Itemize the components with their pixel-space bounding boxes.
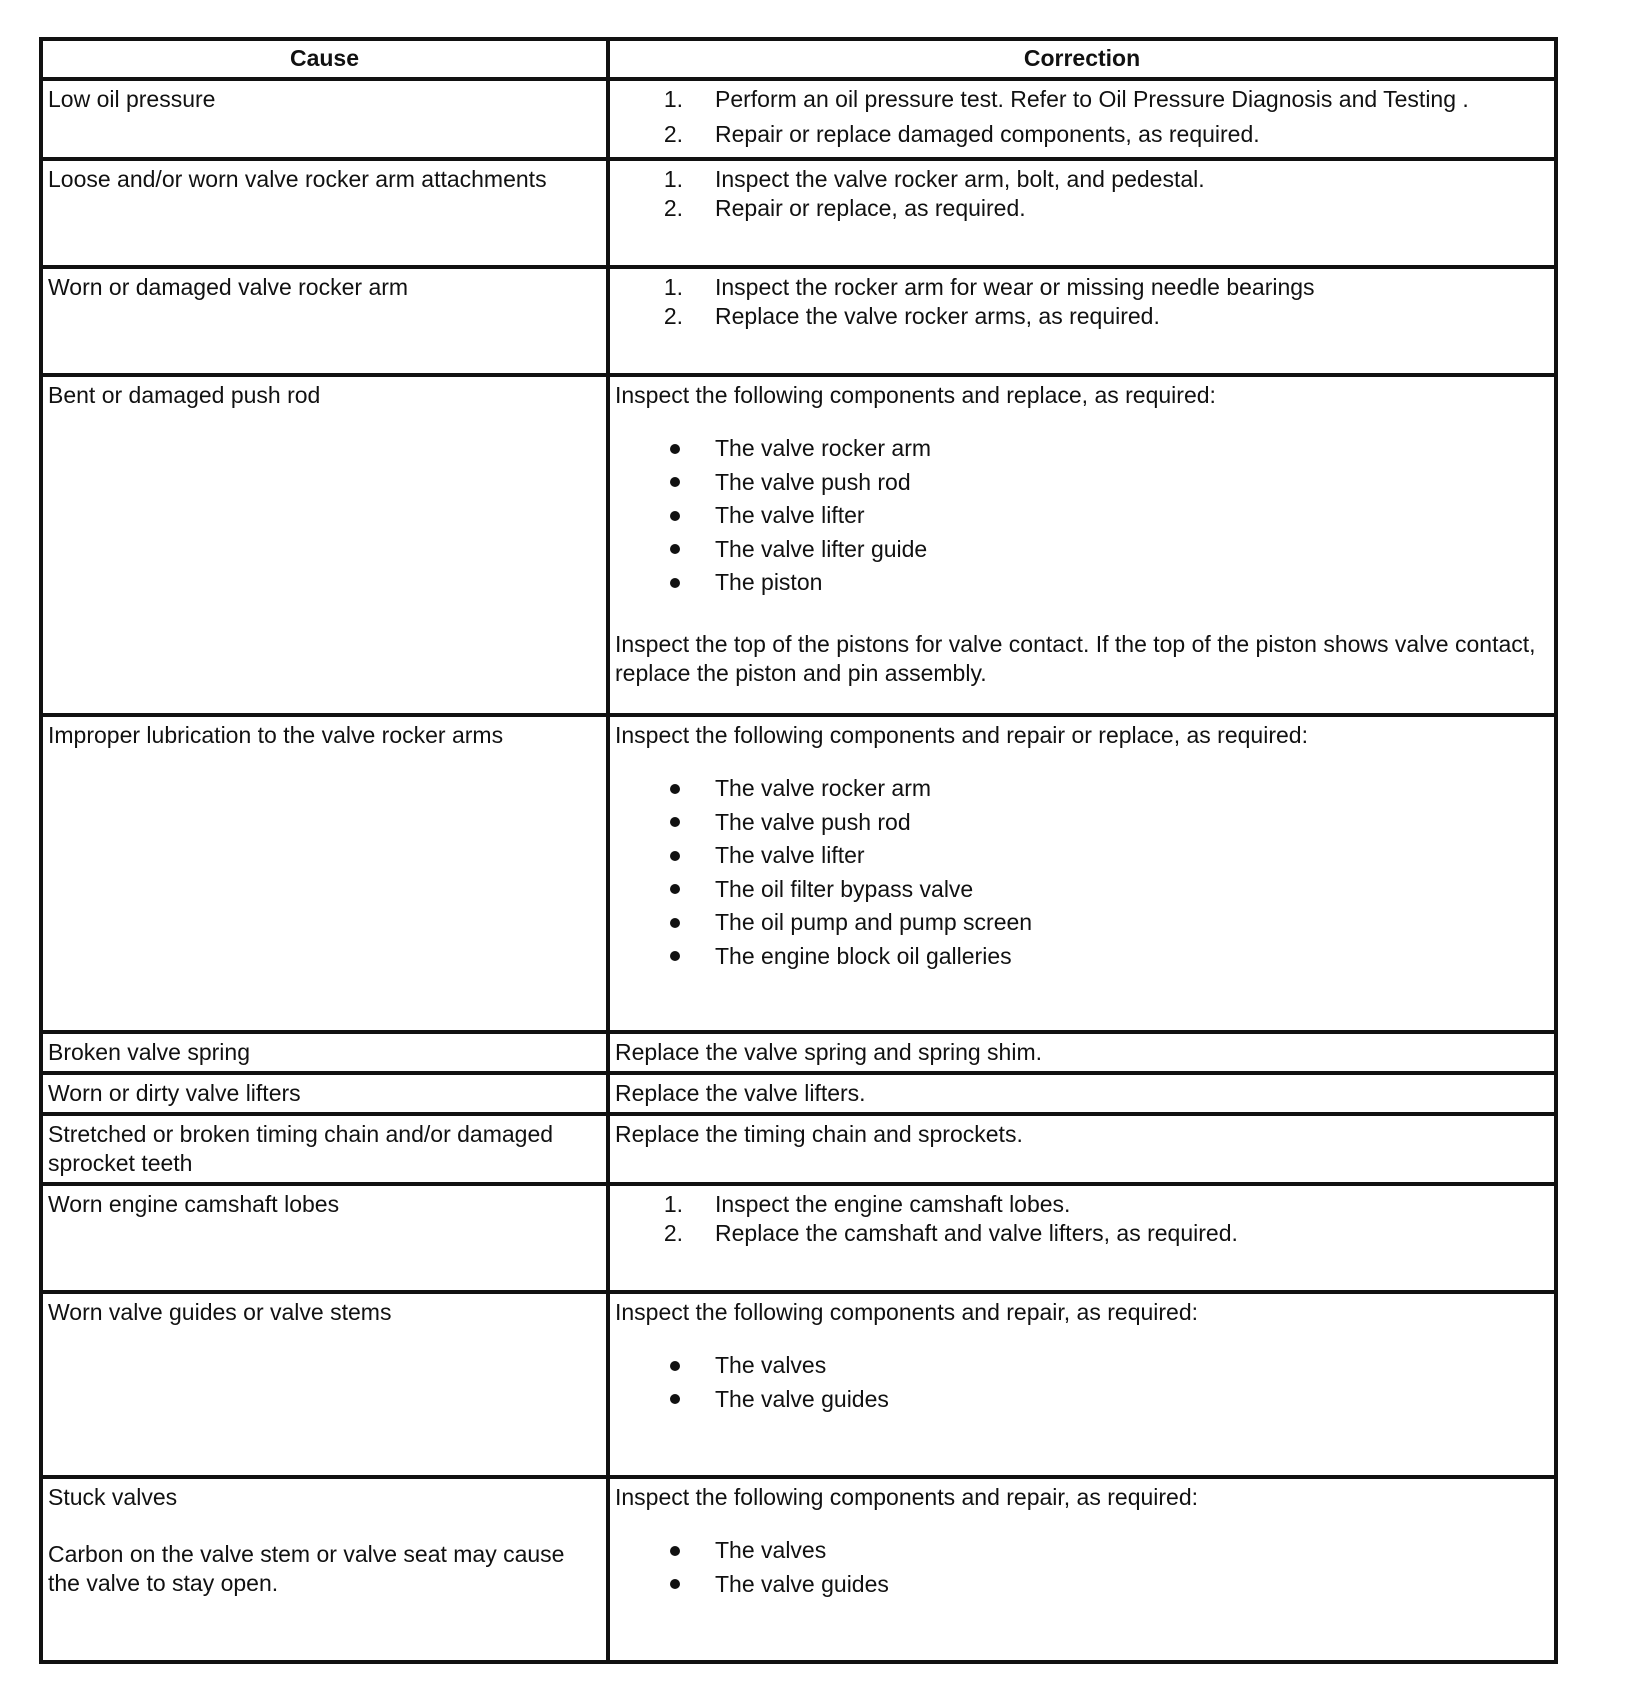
cause-cell: Worn or damaged valve rocker arm: [41, 267, 608, 375]
table-row: [41, 1073, 1556, 1114]
list-item: The valve push rod: [715, 468, 911, 495]
list-item: The valve guides: [715, 1385, 889, 1412]
component-list: [615, 432, 1549, 600]
list-item: The oil pump and pump screen: [715, 909, 1033, 936]
correction-intro: Inspect the following components and replace, as required:: [615, 382, 1216, 408]
correction-cell: [608, 79, 1556, 159]
correction-intro: Inspect the following components and repair, as required:: [615, 1299, 1199, 1325]
correction-cell: [608, 1184, 1556, 1292]
correction-cell: [608, 267, 1556, 375]
list-item: 1. Inspect the valve rocker arm, bolt, and pedestal.: [663, 166, 1205, 192]
list-item: The valve lifter: [715, 842, 865, 869]
component-list: [615, 772, 1549, 973]
table-row: [41, 1114, 1556, 1184]
table-row: [41, 1477, 1556, 1662]
correction-cell: [608, 1292, 1556, 1477]
correction-cell: [608, 159, 1556, 267]
list-item: The valve rocker arm: [715, 775, 932, 802]
list-item: 2. Replace the valve rocker arms, as required.: [663, 303, 1160, 329]
table-row: [41, 159, 1556, 267]
cause-cell: Improper lubrication to the valve rocker arms: [41, 715, 608, 1032]
correction-cell: Replace the valve spring and spring shim.: [608, 1032, 1556, 1073]
list-item: The valves: [715, 1352, 827, 1379]
correction-cell: [608, 1477, 1556, 1662]
component-list: [615, 1349, 1549, 1416]
cause-cell: Stretched or broken timing chain and/or damaged sprocket teeth: [41, 1114, 608, 1184]
list-item: 1. Inspect the rocker arm for wear or missing needle bearings: [663, 274, 1315, 300]
correction-cell: Replace the valve lifters.: [608, 1073, 1556, 1114]
correction-note: Inspect the top of the pistons for valve contact. If the top of the piston shows valve contact, replace the piston and pin assembly.: [615, 630, 1536, 686]
list-item: The valve guides: [715, 1570, 889, 1597]
cause-cell: Loose and/or worn valve rocker arm attachments: [41, 159, 608, 267]
cause-cell: Low oil pressure: [41, 79, 608, 159]
table-row: [41, 375, 1556, 715]
correction-cell: [608, 375, 1556, 715]
correction-intro: Inspect the following components and repair, as required:: [615, 1484, 1199, 1510]
cause-cell: Worn engine camshaft lobes: [41, 1184, 608, 1292]
cause-title: Stuck valves: [48, 1484, 178, 1510]
table-header-row: [41, 39, 1556, 79]
list-item: The valve push rod: [715, 808, 911, 835]
list-item: The valve lifter guide: [715, 535, 928, 562]
table-row: [41, 79, 1556, 159]
component-list: [615, 1534, 1549, 1601]
cause-note: Carbon on the valve stem or valve seat may cause the valve to stay open.: [48, 1541, 565, 1596]
table-row: [41, 1292, 1556, 1477]
list-item: The valves: [715, 1537, 827, 1564]
cause-cell: Worn valve guides or valve stems: [41, 1292, 608, 1477]
column-header-correction: Correction: [608, 39, 1556, 79]
cause-cell: Worn or dirty valve lifters: [41, 1073, 608, 1114]
step-list: [615, 273, 1549, 331]
diagnosis-table: [39, 37, 1558, 1664]
list-item: 2. Repair or replace damaged components, as required.: [663, 121, 1260, 147]
correction-cell: [608, 715, 1556, 1032]
list-item: The piston: [715, 569, 823, 596]
step-list: [615, 85, 1549, 149]
list-item: 2. Replace the camshaft and valve lifters, as required.: [663, 1220, 1238, 1246]
table-row: [41, 715, 1556, 1032]
column-header-cause: Cause: [41, 39, 608, 79]
table-row: [41, 1184, 1556, 1292]
list-item: The engine block oil galleries: [715, 942, 1012, 969]
list-item: The oil filter bypass valve: [715, 875, 974, 902]
list-item: The valve lifter: [715, 502, 865, 529]
cause-cell: Broken valve spring: [41, 1032, 608, 1073]
list-item: 1. Inspect the engine camshaft lobes.: [663, 1191, 1071, 1217]
step-list: [615, 165, 1549, 223]
step-list: [615, 1190, 1549, 1248]
list-item: 1. Perform an oil pressure test. Refer to Oil Pressure Diagnosis and Testing .: [663, 86, 1469, 112]
cause-cell: [41, 1477, 608, 1662]
list-item: 2. Repair or replace, as required.: [663, 195, 1026, 221]
table-row: [41, 267, 1556, 375]
table-row: [41, 1032, 1556, 1073]
list-item: The valve rocker arm: [715, 435, 932, 462]
cause-cell: Bent or damaged push rod: [41, 375, 608, 715]
correction-cell: Replace the timing chain and sprockets.: [608, 1114, 1556, 1184]
correction-intro: Inspect the following components and repair or replace, as required:: [615, 722, 1308, 748]
